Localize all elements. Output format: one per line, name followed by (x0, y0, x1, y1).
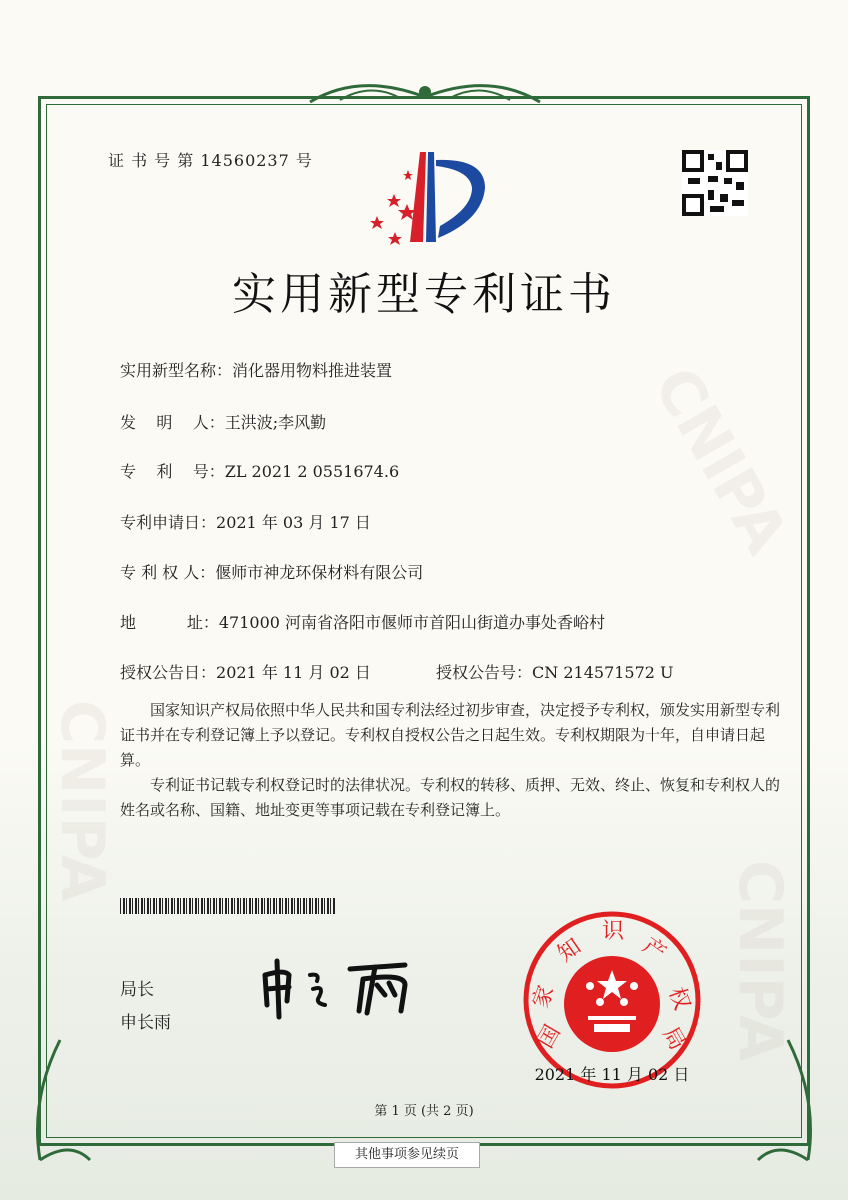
statement-paragraph: 国家知识产权局依照中华人民共和国专利法经过初步审查，决定授予专利权，颁发实用新型专利证书并在专利登记簿上予以登记。专利权自授权公告之日起生效。专利权期限为十年，自申请日起算。 (120, 701, 781, 769)
certificate-number: 证 书 号 第 14560237 号 (108, 151, 313, 170)
corner-ornament-icon (748, 1020, 828, 1170)
svg-text:国: 国 (533, 1021, 566, 1053)
field-value: 2021 年 11 月 02 日 (216, 663, 371, 682)
svg-text:局: 局 (657, 1022, 690, 1055)
director-title: 局长 (120, 980, 154, 1000)
field-value: 王洪波;李风勤 (224, 413, 327, 432)
svg-text:家: 家 (528, 982, 560, 1012)
certificate-statement (120, 698, 780, 823)
svg-text:知: 知 (553, 934, 586, 968)
field-label: 专 利 权 人： (120, 563, 216, 582)
watermark: CNIPA (725, 860, 795, 1062)
watermark: CNIPA (47, 700, 117, 902)
field-patent-number (120, 459, 399, 482)
director-name: 申长雨 (120, 1013, 171, 1033)
svg-text:产: 产 (637, 933, 671, 967)
field-patentee (120, 560, 423, 583)
watermark: CNIPA (639, 355, 802, 566)
field-grant-date (120, 660, 371, 683)
field-application-date (120, 510, 371, 533)
director-signature-icon (255, 955, 435, 1020)
field-value: 471000 河南省洛阳市偃师市首阳山街道办事处香峪村 (218, 613, 606, 632)
qr-code-icon (682, 150, 748, 216)
field-utility-model-name (120, 358, 392, 381)
document-title: 实用新型专利证书 (232, 269, 616, 320)
field-label: 实用新型名称： (120, 361, 233, 380)
field-value: 2021 年 03 月 17 日 (216, 513, 371, 532)
field-label: 发 明 人： (120, 413, 225, 432)
field-address (120, 610, 605, 633)
continuation-note: 其他事项参见续页 (334, 1142, 480, 1168)
svg-text:识: 识 (602, 919, 625, 944)
statement-paragraph: 专利证书记载专利权登记时的法律状况。专利权的转移、质押、无效、终止、恢复和专利权人的姓名或名称、国籍、地址变更等事项记载在专利登记簿上。 (120, 776, 781, 819)
field-label: 专利申请日： (120, 513, 217, 532)
field-label: 专 利 号： (120, 462, 225, 481)
field-label: 授权公告号： (436, 663, 533, 682)
field-label: 地 址： (120, 613, 219, 632)
field-value: 消化器用物料推进装置 (232, 361, 393, 380)
field-announcement-number (436, 660, 674, 683)
field-value: CN 214571572 U (532, 663, 674, 682)
qr-code[interactable] (682, 150, 748, 216)
cnipa-logo-icon (360, 150, 490, 245)
page-number: 第 1 页 (共 2 页) (374, 1104, 474, 1119)
barcode (120, 898, 335, 914)
field-inventors (120, 410, 326, 433)
field-label: 授权公告日： (120, 663, 217, 682)
top-ornament-icon (300, 72, 550, 112)
seal-date: 2021 年 11 月 02 日 (534, 1065, 690, 1084)
field-value: 偃师市神龙环保材料有限公司 (215, 563, 424, 582)
field-value: ZL 2021 2 0551674.6 (224, 462, 400, 481)
corner-ornament-icon (20, 1020, 100, 1170)
svg-text:权: 权 (663, 984, 695, 1014)
